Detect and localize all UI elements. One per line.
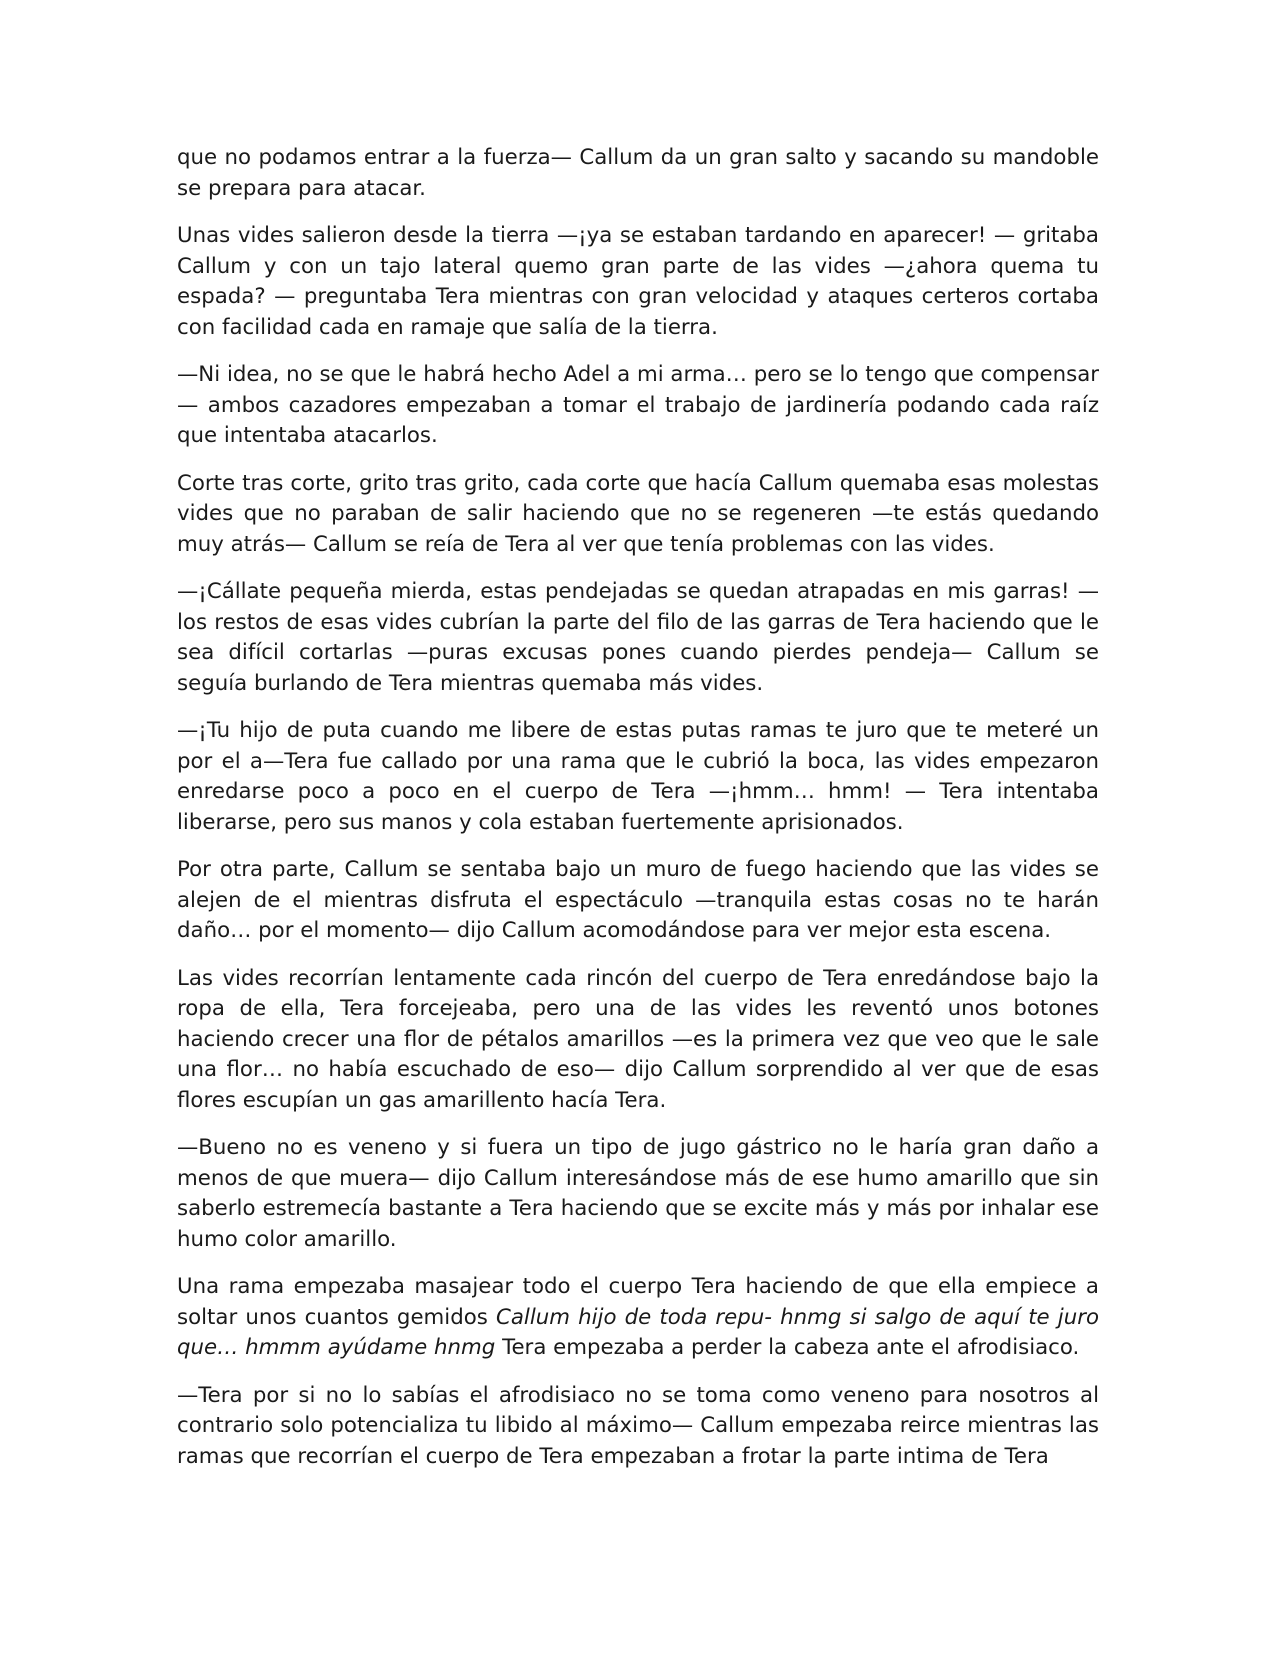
document-page — [177, 143, 1099, 1472]
paragraph-2: Unas vides salieron desde la tierra —¡ya se estaban tardando en aparecer! — gritaba Callum y con un tajo lateral quemo gran parte de las vides —¿ahora quema tu espada? — preguntaba Tera mientras con gran velocidad y ataques certeros cortaba con facilidad cada en ramaje que salía de la tierra. — [177, 223, 1099, 340]
paragraph-5: —¡Cállate pequeña mierda, estas pendejadas se quedan atrapadas en mis garras! — los restos de esas vides cubrían la parte del filo de las garras de Tera haciendo que le sea difícil cortarlas —puras excusas pones cuando pierdes pendeja— Callum se seguía burlando de Tera mientras quemaba más vides. — [177, 579, 1099, 696]
paragraph-10 — [177, 1272, 1099, 1364]
paragraph-7: Por otra parte, Callum se sentaba bajo un muro de fuego haciendo que las vides se alejen de el mientras disfruta el espectáculo —tranquila estas cosas no te harán daño… por el momento— dijo Callum acomodándose para ver mejor esta escena. — [177, 857, 1099, 943]
paragraph-11: —Tera por si no lo sabías el afrodisiaco no se toma como veneno para nosotros al contrario solo potencializa tu libido al máximo— Callum empezaba reirce mientras las ramas que recorrían el cuerpo de Tera empezaban a frotar la parte intima de Tera — [177, 1382, 1099, 1469]
paragraph-4: Corte tras corte, grito tras grito, cada corte que hacía Callum quemaba esas molestas vides que no paraban de salir haciendo que no se regeneren —te estás quedando muy atrás— Callum se reía de Tera al ver que tenía problemas con las vides. — [177, 470, 1099, 557]
paragraph-8: Las vides recorrían lentamente cada rincón del cuerpo de Tera enredándose bajo la ropa de ella, Tera forcejeaba, pero una de las vides les reventó unos botones haciendo crecer una flor de pétalos amarillos —es la primera vez que veo que le sale una flor… no había escuchado de eso— dijo Callum sorprendido al ver que de esas flores escupían un gas amarillento hacía Tera. — [177, 965, 1099, 1113]
paragraph-3: —Ni idea, no se que le habrá hecho Adel a mi arma… pero se lo tengo que compensar— ambos cazadores empezaban a tomar el trabajo de jardinería podando cada raíz que intentaba atacarlos. — [177, 362, 1099, 448]
paragraph-9: —Bueno no es veneno y si fuera un tipo de jugo gástrico no le haría gran daño a menos de que muera— dijo Callum interesándose más de ese humo amarillo que sin saberlo estremecía bastante a Tera haciendo que se excite más y más por inhalar ese humo color amarillo. — [177, 1135, 1099, 1252]
paragraph-10-text-after: Tera empezaba a perder la cabeza ante el afrodisiaco. — [495, 1335, 1080, 1360]
paragraph-10-text-before: Una rama empezaba masajear todo el cuerpo Tera haciendo de que ella empiece a soltar unos cuantos gemidos — [177, 1274, 1099, 1330]
paragraph-1: que no podamos entrar a la fuerza— Callum da un gran salto y sacando su mandoble se prepara para atacar. — [177, 145, 1099, 201]
paragraph-10-italic-dialogue: Callum hijo de toda repu- hnmg si salgo de aquí te juro que… hmmm ayúdame hnmg — [177, 1304, 1099, 1360]
paragraph-6: —¡Tu hijo de puta cuando me libere de estas putas ramas te juro que te meteré un por el a—Tera fue callado por una rama que le cubrió la boca, las vides empezaron enredarse poco a poco en el cuerpo de Tera —¡hmm… hmm! — Tera intentaba liberarse, pero sus manos y cola estaban fuertemente aprisionados. — [177, 718, 1099, 835]
